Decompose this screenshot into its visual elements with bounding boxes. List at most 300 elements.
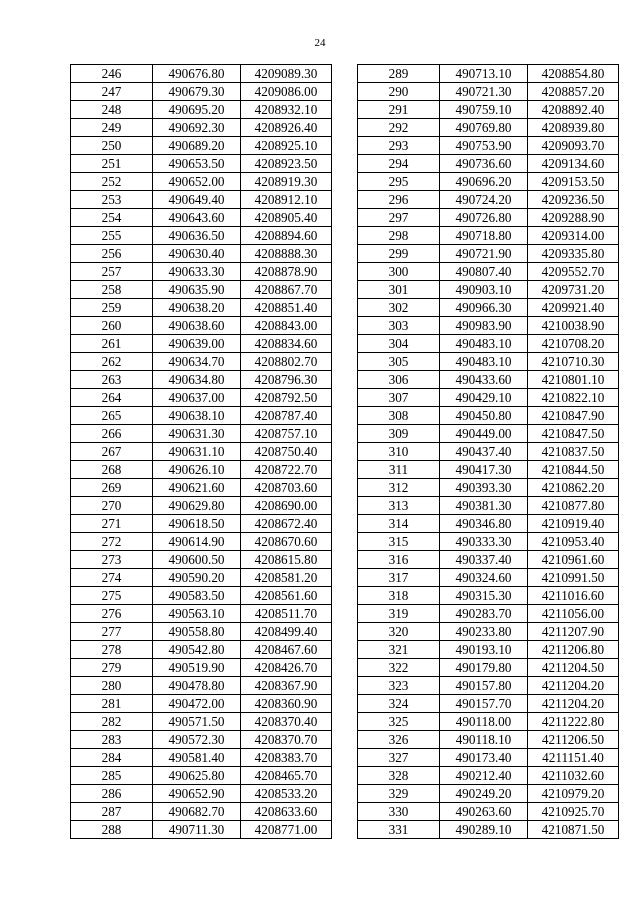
- point-number-cell: 318: [358, 587, 440, 605]
- x-coordinate-cell: 490118.00: [440, 713, 528, 731]
- x-coordinate-cell: 490652.90: [153, 785, 241, 803]
- y-coordinate-cell: 4209335.80: [528, 245, 619, 263]
- y-coordinate-cell: 4208851.40: [241, 299, 332, 317]
- table-row: [71, 335, 332, 353]
- y-coordinate-cell: 4208672.40: [241, 515, 332, 533]
- x-coordinate-cell: 490636.50: [153, 227, 241, 245]
- x-coordinate-cell: 490638.60: [153, 317, 241, 335]
- y-coordinate-cell: 4209086.00: [241, 83, 332, 101]
- point-number-cell: 309: [358, 425, 440, 443]
- y-coordinate-cell: 4211206.80: [528, 641, 619, 659]
- point-number-cell: 259: [71, 299, 153, 317]
- x-coordinate-cell: 490653.50: [153, 155, 241, 173]
- point-number-cell: 319: [358, 605, 440, 623]
- table-row: [358, 443, 619, 461]
- point-number-cell: 260: [71, 317, 153, 335]
- table-row: [358, 65, 619, 83]
- table-row: [358, 587, 619, 605]
- y-coordinate-cell: 4208843.00: [241, 317, 332, 335]
- table-row: [71, 731, 332, 749]
- x-coordinate-cell: 490711.30: [153, 821, 241, 839]
- table-row: [358, 767, 619, 785]
- x-coordinate-cell: 490682.70: [153, 803, 241, 821]
- point-number-cell: 293: [358, 137, 440, 155]
- x-coordinate-cell: 490679.30: [153, 83, 241, 101]
- y-coordinate-cell: 4208670.60: [241, 533, 332, 551]
- point-number-cell: 288: [71, 821, 153, 839]
- y-coordinate-cell: 4208905.40: [241, 209, 332, 227]
- table-row: [358, 803, 619, 821]
- point-number-cell: 248: [71, 101, 153, 119]
- table-row: [358, 83, 619, 101]
- point-number-cell: 263: [71, 371, 153, 389]
- point-number-cell: 282: [71, 713, 153, 731]
- x-coordinate-cell: 490179.80: [440, 659, 528, 677]
- x-coordinate-cell: 490625.80: [153, 767, 241, 785]
- y-coordinate-cell: 4208533.20: [241, 785, 332, 803]
- y-coordinate-cell: 4208467.60: [241, 641, 332, 659]
- y-coordinate-cell: 4208939.80: [528, 119, 619, 137]
- x-coordinate-cell: 490630.40: [153, 245, 241, 263]
- x-coordinate-cell: 490346.80: [440, 515, 528, 533]
- y-coordinate-cell: 4208370.70: [241, 731, 332, 749]
- x-coordinate-cell: 490618.50: [153, 515, 241, 533]
- point-number-cell: 321: [358, 641, 440, 659]
- point-number-cell: 330: [358, 803, 440, 821]
- y-coordinate-cell: 4208919.30: [241, 173, 332, 191]
- table-row: [358, 281, 619, 299]
- y-coordinate-cell: 4209921.40: [528, 299, 619, 317]
- y-coordinate-cell: 4211032.60: [528, 767, 619, 785]
- x-coordinate-cell: 490736.60: [440, 155, 528, 173]
- point-number-cell: 310: [358, 443, 440, 461]
- table-row: [71, 551, 332, 569]
- y-coordinate-cell: 4210710.30: [528, 353, 619, 371]
- table-row: [358, 497, 619, 515]
- point-number-cell: 329: [358, 785, 440, 803]
- x-coordinate-cell: 490157.70: [440, 695, 528, 713]
- point-number-cell: 262: [71, 353, 153, 371]
- x-coordinate-cell: 490449.00: [440, 425, 528, 443]
- point-number-cell: 311: [358, 461, 440, 479]
- table-row: [71, 749, 332, 767]
- y-coordinate-cell: 4210961.60: [528, 551, 619, 569]
- point-number-cell: 315: [358, 533, 440, 551]
- table-row: [71, 533, 332, 551]
- table-row: [358, 353, 619, 371]
- table-row: [358, 299, 619, 317]
- x-coordinate-cell: 490649.40: [153, 191, 241, 209]
- x-coordinate-cell: 490483.10: [440, 353, 528, 371]
- y-coordinate-cell: 4208633.60: [241, 803, 332, 821]
- y-coordinate-cell: 4210822.10: [528, 389, 619, 407]
- point-number-cell: 292: [358, 119, 440, 137]
- point-number-cell: 272: [71, 533, 153, 551]
- point-number-cell: 312: [358, 479, 440, 497]
- y-coordinate-cell: 4208750.40: [241, 443, 332, 461]
- table-row: [358, 641, 619, 659]
- y-coordinate-cell: 4208888.30: [241, 245, 332, 263]
- y-coordinate-cell: 4208426.70: [241, 659, 332, 677]
- x-coordinate-cell: 490639.00: [153, 335, 241, 353]
- point-number-cell: 331: [358, 821, 440, 839]
- point-number-cell: 268: [71, 461, 153, 479]
- table-row: [71, 821, 332, 839]
- y-coordinate-cell: 4208615.80: [241, 551, 332, 569]
- x-coordinate-cell: 490903.10: [440, 281, 528, 299]
- y-coordinate-cell: 4208878.90: [241, 263, 332, 281]
- point-number-cell: 306: [358, 371, 440, 389]
- y-coordinate-cell: 4211207.90: [528, 623, 619, 641]
- x-coordinate-cell: 490478.80: [153, 677, 241, 695]
- point-number-cell: 300: [358, 263, 440, 281]
- y-coordinate-cell: 4208581.20: [241, 569, 332, 587]
- table-row: [358, 821, 619, 839]
- point-number-cell: 323: [358, 677, 440, 695]
- y-coordinate-cell: 4208561.60: [241, 587, 332, 605]
- y-coordinate-cell: 4208892.40: [528, 101, 619, 119]
- point-number-cell: 251: [71, 155, 153, 173]
- table-row: [358, 677, 619, 695]
- x-coordinate-cell: 490212.40: [440, 767, 528, 785]
- y-coordinate-cell: 4210847.90: [528, 407, 619, 425]
- table-row: [71, 425, 332, 443]
- x-coordinate-cell: 490633.30: [153, 263, 241, 281]
- table-row: [358, 713, 619, 731]
- table-row: [71, 371, 332, 389]
- y-coordinate-cell: 4208926.40: [241, 119, 332, 137]
- point-number-cell: 297: [358, 209, 440, 227]
- y-coordinate-cell: 4211151.40: [528, 749, 619, 767]
- point-number-cell: 284: [71, 749, 153, 767]
- x-coordinate-cell: 490450.80: [440, 407, 528, 425]
- point-number-cell: 275: [71, 587, 153, 605]
- y-coordinate-cell: 4208690.00: [241, 497, 332, 515]
- y-coordinate-cell: 4210979.20: [528, 785, 619, 803]
- table-row: [71, 245, 332, 263]
- x-coordinate-cell: 490600.50: [153, 551, 241, 569]
- point-number-cell: 308: [358, 407, 440, 425]
- point-number-cell: 320: [358, 623, 440, 641]
- x-coordinate-cell: 490635.90: [153, 281, 241, 299]
- x-coordinate-cell: 490631.10: [153, 443, 241, 461]
- table-row: [71, 263, 332, 281]
- y-coordinate-cell: 4210991.50: [528, 569, 619, 587]
- page-number: 24: [314, 37, 326, 49]
- point-number-cell: 291: [358, 101, 440, 119]
- x-coordinate-cell: 490337.40: [440, 551, 528, 569]
- y-coordinate-cell: 4208787.40: [241, 407, 332, 425]
- table-row: [71, 497, 332, 515]
- point-number-cell: 324: [358, 695, 440, 713]
- y-coordinate-cell: 4211204.20: [528, 695, 619, 713]
- point-number-cell: 290: [358, 83, 440, 101]
- point-number-cell: 313: [358, 497, 440, 515]
- point-number-cell: 255: [71, 227, 153, 245]
- coordinates-table-right: [357, 64, 619, 839]
- point-number-cell: 249: [71, 119, 153, 137]
- y-coordinate-cell: 4208511.70: [241, 605, 332, 623]
- table-row: [71, 209, 332, 227]
- table-row: [71, 461, 332, 479]
- x-coordinate-cell: 490472.00: [153, 695, 241, 713]
- table-row: [358, 137, 619, 155]
- x-coordinate-cell: 490634.80: [153, 371, 241, 389]
- table-row: [71, 101, 332, 119]
- table-row: [358, 245, 619, 263]
- y-coordinate-cell: 4209288.90: [528, 209, 619, 227]
- x-coordinate-cell: 490590.20: [153, 569, 241, 587]
- table-row: [358, 227, 619, 245]
- x-coordinate-cell: 490417.30: [440, 461, 528, 479]
- table-row: [358, 533, 619, 551]
- x-coordinate-cell: 490572.30: [153, 731, 241, 749]
- table-row: [71, 605, 332, 623]
- y-coordinate-cell: 4209731.20: [528, 281, 619, 299]
- table-row: [358, 407, 619, 425]
- point-number-cell: 286: [71, 785, 153, 803]
- point-number-cell: 281: [71, 695, 153, 713]
- table-row: [358, 209, 619, 227]
- x-coordinate-cell: 490631.30: [153, 425, 241, 443]
- table-row: [71, 299, 332, 317]
- x-coordinate-cell: 490542.80: [153, 641, 241, 659]
- y-coordinate-cell: 4210925.70: [528, 803, 619, 821]
- y-coordinate-cell: 4208796.30: [241, 371, 332, 389]
- point-number-cell: 287: [71, 803, 153, 821]
- point-number-cell: 314: [358, 515, 440, 533]
- point-number-cell: 250: [71, 137, 153, 155]
- x-coordinate-cell: 490759.10: [440, 101, 528, 119]
- table-row: [71, 407, 332, 425]
- point-number-cell: 322: [358, 659, 440, 677]
- table-row: [358, 605, 619, 623]
- point-number-cell: 264: [71, 389, 153, 407]
- y-coordinate-cell: 4208867.70: [241, 281, 332, 299]
- y-coordinate-cell: 4211016.60: [528, 587, 619, 605]
- point-number-cell: 261: [71, 335, 153, 353]
- y-coordinate-cell: 4208925.10: [241, 137, 332, 155]
- table-row: [358, 371, 619, 389]
- x-coordinate-cell: 490558.80: [153, 623, 241, 641]
- x-coordinate-cell: 490157.80: [440, 677, 528, 695]
- y-coordinate-cell: 4210708.20: [528, 335, 619, 353]
- x-coordinate-cell: 490381.30: [440, 497, 528, 515]
- y-coordinate-cell: 4209153.50: [528, 173, 619, 191]
- y-coordinate-cell: 4210877.80: [528, 497, 619, 515]
- table-row: [358, 101, 619, 119]
- x-coordinate-cell: 490333.30: [440, 533, 528, 551]
- point-number-cell: 325: [358, 713, 440, 731]
- table-row: [71, 65, 332, 83]
- table-row: [71, 173, 332, 191]
- table-row: [358, 749, 619, 767]
- x-coordinate-cell: 490263.60: [440, 803, 528, 821]
- table-row: [358, 551, 619, 569]
- y-coordinate-cell: 4211204.20: [528, 677, 619, 695]
- x-coordinate-cell: 490721.30: [440, 83, 528, 101]
- table-row: [71, 119, 332, 137]
- x-coordinate-cell: 490437.40: [440, 443, 528, 461]
- y-coordinate-cell: 4208360.90: [241, 695, 332, 713]
- point-number-cell: 254: [71, 209, 153, 227]
- table-row: [71, 443, 332, 461]
- table-row: [71, 659, 332, 677]
- point-number-cell: 276: [71, 605, 153, 623]
- point-number-cell: 267: [71, 443, 153, 461]
- table-row: [358, 659, 619, 677]
- point-number-cell: 246: [71, 65, 153, 83]
- table-row: [358, 173, 619, 191]
- x-coordinate-cell: 490233.80: [440, 623, 528, 641]
- x-coordinate-cell: 490676.80: [153, 65, 241, 83]
- x-coordinate-cell: 490324.60: [440, 569, 528, 587]
- point-number-cell: 265: [71, 407, 153, 425]
- table-row: [71, 767, 332, 785]
- y-coordinate-cell: 4210844.50: [528, 461, 619, 479]
- point-number-cell: 317: [358, 569, 440, 587]
- table-row: [358, 731, 619, 749]
- x-coordinate-cell: 490652.00: [153, 173, 241, 191]
- x-coordinate-cell: 490769.80: [440, 119, 528, 137]
- y-coordinate-cell: 4210837.50: [528, 443, 619, 461]
- y-coordinate-cell: 4208771.00: [241, 821, 332, 839]
- x-coordinate-cell: 490807.40: [440, 263, 528, 281]
- point-number-cell: 289: [358, 65, 440, 83]
- x-coordinate-cell: 490713.10: [440, 65, 528, 83]
- x-coordinate-cell: 490315.30: [440, 587, 528, 605]
- table-row: [71, 515, 332, 533]
- table-row: [358, 623, 619, 641]
- x-coordinate-cell: 490695.20: [153, 101, 241, 119]
- y-coordinate-cell: 4209314.00: [528, 227, 619, 245]
- point-number-cell: 253: [71, 191, 153, 209]
- y-coordinate-cell: 4208912.10: [241, 191, 332, 209]
- x-coordinate-cell: 490563.10: [153, 605, 241, 623]
- table-row: [71, 677, 332, 695]
- point-number-cell: 298: [358, 227, 440, 245]
- y-coordinate-cell: 4208802.70: [241, 353, 332, 371]
- x-coordinate-cell: 490249.20: [440, 785, 528, 803]
- table-row: [71, 83, 332, 101]
- point-number-cell: 283: [71, 731, 153, 749]
- x-coordinate-cell: 490193.10: [440, 641, 528, 659]
- y-coordinate-cell: 4208932.10: [241, 101, 332, 119]
- table-row: [358, 569, 619, 587]
- point-number-cell: 296: [358, 191, 440, 209]
- y-coordinate-cell: 4208757.10: [241, 425, 332, 443]
- table-row: [358, 785, 619, 803]
- y-coordinate-cell: 4210871.50: [528, 821, 619, 839]
- table-row: [358, 425, 619, 443]
- x-coordinate-cell: 490726.80: [440, 209, 528, 227]
- x-coordinate-cell: 490289.10: [440, 821, 528, 839]
- y-coordinate-cell: 4208834.60: [241, 335, 332, 353]
- point-number-cell: 273: [71, 551, 153, 569]
- x-coordinate-cell: 490643.60: [153, 209, 241, 227]
- y-coordinate-cell: 4208383.70: [241, 749, 332, 767]
- point-number-cell: 299: [358, 245, 440, 263]
- x-coordinate-cell: 490429.10: [440, 389, 528, 407]
- x-coordinate-cell: 490696.20: [440, 173, 528, 191]
- table-row: [358, 389, 619, 407]
- table-row: [71, 587, 332, 605]
- x-coordinate-cell: 490614.90: [153, 533, 241, 551]
- point-number-cell: 301: [358, 281, 440, 299]
- x-coordinate-cell: 490629.80: [153, 497, 241, 515]
- y-coordinate-cell: 4211206.50: [528, 731, 619, 749]
- table-row: [358, 479, 619, 497]
- point-number-cell: 307: [358, 389, 440, 407]
- point-number-cell: 274: [71, 569, 153, 587]
- point-number-cell: 280: [71, 677, 153, 695]
- point-number-cell: 247: [71, 83, 153, 101]
- x-coordinate-cell: 490571.50: [153, 713, 241, 731]
- point-number-cell: 305: [358, 353, 440, 371]
- x-coordinate-cell: 490724.20: [440, 191, 528, 209]
- table-row: [358, 461, 619, 479]
- point-number-cell: 256: [71, 245, 153, 263]
- table-row: [358, 317, 619, 335]
- x-coordinate-cell: 490519.90: [153, 659, 241, 677]
- point-number-cell: 271: [71, 515, 153, 533]
- point-number-cell: 285: [71, 767, 153, 785]
- coordinates-table-left: [70, 64, 332, 839]
- point-number-cell: 252: [71, 173, 153, 191]
- x-coordinate-cell: 490583.50: [153, 587, 241, 605]
- point-number-cell: 266: [71, 425, 153, 443]
- point-number-cell: 303: [358, 317, 440, 335]
- x-coordinate-cell: 490692.30: [153, 119, 241, 137]
- x-coordinate-cell: 490638.10: [153, 407, 241, 425]
- y-coordinate-cell: 4208857.20: [528, 83, 619, 101]
- x-coordinate-cell: 490483.10: [440, 335, 528, 353]
- x-coordinate-cell: 490718.80: [440, 227, 528, 245]
- table-row: [71, 281, 332, 299]
- point-number-cell: 304: [358, 335, 440, 353]
- x-coordinate-cell: 490283.70: [440, 605, 528, 623]
- point-number-cell: 328: [358, 767, 440, 785]
- x-coordinate-cell: 490983.90: [440, 317, 528, 335]
- table-row: [71, 695, 332, 713]
- point-number-cell: 277: [71, 623, 153, 641]
- table-row: [71, 389, 332, 407]
- table-row: [358, 263, 619, 281]
- point-number-cell: 270: [71, 497, 153, 515]
- table-row: [71, 353, 332, 371]
- y-coordinate-cell: 4210862.20: [528, 479, 619, 497]
- y-coordinate-cell: 4208499.40: [241, 623, 332, 641]
- y-coordinate-cell: 4210953.40: [528, 533, 619, 551]
- y-coordinate-cell: 4211204.50: [528, 659, 619, 677]
- table-row: [358, 191, 619, 209]
- point-number-cell: 326: [358, 731, 440, 749]
- y-coordinate-cell: 4208923.50: [241, 155, 332, 173]
- x-coordinate-cell: 490433.60: [440, 371, 528, 389]
- table-row: [71, 713, 332, 731]
- table-row: [358, 155, 619, 173]
- point-number-cell: 316: [358, 551, 440, 569]
- y-coordinate-cell: 4209134.60: [528, 155, 619, 173]
- x-coordinate-cell: 490634.70: [153, 353, 241, 371]
- y-coordinate-cell: 4209552.70: [528, 263, 619, 281]
- table-row: [358, 119, 619, 137]
- x-coordinate-cell: 490393.30: [440, 479, 528, 497]
- point-number-cell: 269: [71, 479, 153, 497]
- y-coordinate-cell: 4208465.70: [241, 767, 332, 785]
- y-coordinate-cell: 4208370.40: [241, 713, 332, 731]
- table-row: [71, 623, 332, 641]
